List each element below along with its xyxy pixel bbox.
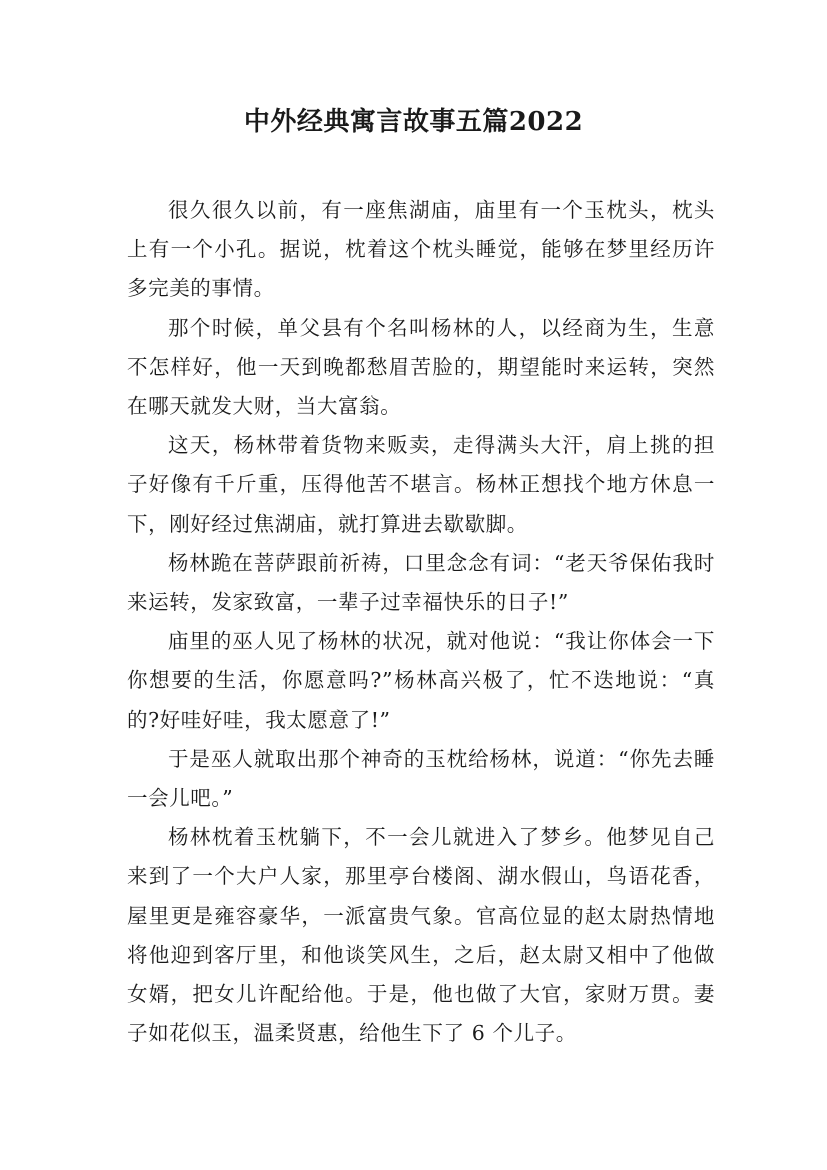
paragraph: 杨林跪在菩萨跟前祈祷，口里念念有词：“老天爷保佑我时来运转，发家致富，一辈子过幸福快乐的日子!”: [127, 550, 715, 615]
document-body: [127, 191, 715, 1053]
paragraph: 这天，杨林带着货物来贩卖，走得满头大汗，肩上挑的担子好像有千斤重，压得他苦不堪言。杨林正想找个地方休息一下，刚好经过焦湖庙，就打算进去歇歇脚。: [127, 433, 715, 536]
paragraph: 于是巫人就取出那个神奇的玉枕给杨林，说道：“你先去睡一会儿吧。”: [127, 746, 715, 811]
paragraph: 那个时候，单父县有个名叫杨林的人，以经商为生，生意不怎样好，他一天到晚都愁眉苦脸的，期望能时来运转，突然在哪天就发大财，当大富翁。: [127, 315, 715, 419]
document-title: 中外经典寓言故事五篇2022: [243, 107, 584, 137]
paragraph: 很久很久以前，有一座焦湖庙，庙里有一个玉枕头，枕头上有一个小孔。据说，枕着这个枕头睡觉，能够在梦里经历许多完美的事情。: [127, 198, 715, 301]
paragraph: 庙里的巫人见了杨林的状况，就对他说：“我让你体会一下你想要的生活，你愿意吗?”杨林高兴极了，忙不迭地说：“真的?好哇好哇，我太愿意了!”: [127, 629, 715, 732]
paragraph: 杨林枕着玉枕躺下，不一会儿就进入了梦乡。他梦见自己来到了一个大户人家，那里亭台楼阁、湖水假山，鸟语花香，屋里更是雍容豪华，一派富贵气象。官高位显的赵太尉热情地将他迎到客厅里，和他谈笑风生，之后，赵太尉又相中了他做女婿，把女儿许配给他。于是，他也做了大官，家财万贯。妻子如花似玉，温柔贤惠，给他生下了 6 个儿子。: [127, 825, 715, 1046]
